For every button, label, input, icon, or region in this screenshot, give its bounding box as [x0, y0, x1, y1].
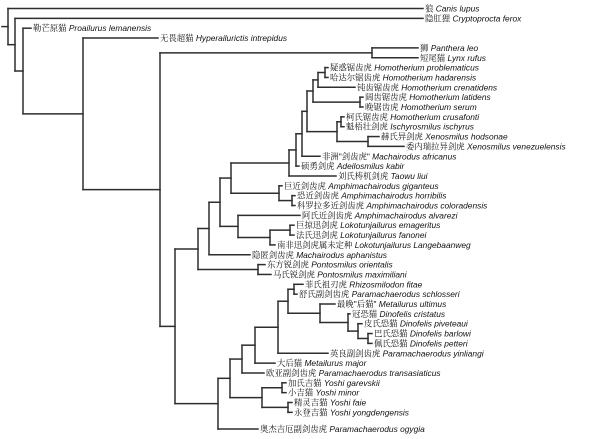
taxon-label — [406, 141, 566, 151]
taxon-chinese-name: 无畏超猫 — [160, 33, 196, 44]
taxon-label — [330, 348, 485, 358]
taxon-label — [288, 378, 381, 388]
taxon-label — [357, 82, 498, 92]
taxon-chinese-name: 佩氏恐猫 — [374, 338, 410, 349]
taxon-label — [337, 299, 447, 309]
taxon-label — [273, 269, 408, 279]
taxon-label — [301, 161, 406, 171]
taxon-chinese-name: 柯氏锯齿虎 — [346, 111, 391, 122]
taxon-latin-name: Amphimachairodus horribilis — [341, 190, 447, 201]
taxon-latin-name: Lokotunjailurus fanonei — [340, 230, 427, 241]
taxon-latin-name: Paramachaerodus ogygia — [329, 424, 425, 434]
taxon-label — [305, 279, 423, 289]
taxon-chinese-name: 短尾猫 — [420, 52, 448, 63]
taxon-chinese-name: 隐匿剑齿虎 — [252, 249, 297, 260]
taxon-latin-name: Yoshi yongdengensis — [329, 407, 409, 418]
taxon-chinese-name: 东方锐剑虎 — [267, 259, 312, 270]
taxon-label — [352, 309, 446, 319]
taxon-label — [267, 260, 393, 270]
taxon-chinese-name: 哈达尔锯齿虎 — [330, 72, 383, 83]
taxon-chinese-name: 巨近剑齿虎 — [284, 180, 329, 191]
taxon-latin-name: Cryptoprocta ferox — [452, 13, 522, 24]
taxon-chinese-name: 魁梧壮剑虎 — [346, 121, 391, 132]
taxon-chinese-name: 冠恐猫 — [352, 308, 380, 319]
taxon-latin-name: Panthera leo — [430, 42, 479, 53]
taxon-label — [346, 122, 475, 132]
taxon-chinese-name: 疑惑锯齿虎 — [330, 62, 375, 73]
taxon-latin-name: Dinofelis petteri — [409, 338, 468, 349]
taxon-chinese-name: 狼 — [425, 3, 436, 14]
taxon-label — [338, 171, 429, 181]
taxon-latin-name: Amphimachairodus giganteus — [328, 180, 439, 191]
taxon-label — [381, 132, 508, 142]
taxon-latin-name: Xenosmilus venezuelensis — [466, 141, 566, 152]
taxon-label — [365, 102, 477, 112]
taxon-latin-name: Homotherium crenatidens — [401, 82, 498, 93]
taxon-latin-name: Dinofelis cristatus — [379, 308, 446, 319]
taxon-label — [425, 13, 522, 23]
taxon-latin-name: Rhizosmilodon fitae — [349, 279, 423, 290]
taxon-latin-name: Ischyrosmilus ischyrus — [390, 121, 474, 132]
taxon-label — [420, 53, 487, 63]
taxon-chinese-name: 大后猫 — [277, 358, 305, 369]
taxon-latin-name: Metailurus ultimus — [378, 299, 447, 309]
taxon-chinese-name: 晚锯齿虎 — [365, 102, 401, 112]
taxon-label — [288, 388, 360, 398]
taxon-latin-name: Hyperailurictis intrepidus — [195, 33, 288, 44]
taxon-latin-name: Paramachaerodus yinliangi — [382, 348, 484, 359]
taxon-label — [296, 220, 441, 230]
taxon-label — [296, 230, 427, 240]
taxon-chinese-name: 非洲"剑齿虎" — [322, 151, 373, 162]
taxon-chinese-name: 南非迅剑虎属未定种 — [277, 239, 355, 250]
taxon-label — [294, 407, 410, 417]
taxon-chinese-name: 硕勇剑虎 — [301, 161, 337, 172]
taxon-latin-name: Homotherium problematicus — [374, 62, 479, 73]
taxon-latin-name: Taowu liui — [390, 170, 428, 181]
taxon-label — [374, 338, 469, 348]
taxon-chinese-name: 皮氏恐猫 — [364, 318, 400, 329]
taxon-label — [346, 112, 480, 122]
taxon-chinese-name: 永登吉猫 — [294, 407, 330, 418]
taxon-label — [365, 92, 491, 102]
taxon-latin-name: Paramachaerodus transasiaticus — [318, 367, 441, 378]
taxon-label — [297, 191, 447, 201]
taxon-label — [266, 368, 441, 378]
taxon-latin-name: Pontosmilus orientalis — [311, 259, 393, 270]
taxon-chinese-name: 刘氏梼杌剑虎 — [338, 170, 391, 181]
taxon-chinese-name: 赫氏异剑虎 — [381, 131, 426, 142]
taxon-chinese-name: 隐肛狸 — [425, 13, 453, 24]
taxon-label — [252, 250, 388, 260]
taxon-latin-name: Homotherium serum — [400, 102, 477, 112]
taxon-latin-name: Yoshi minor — [315, 387, 360, 398]
taxon-latin-name: Dinofelis barlowi — [409, 328, 471, 339]
taxon-latin-name: Yoshi garevskii — [323, 377, 380, 388]
taxon-chinese-name: 恐近剑齿虎 — [297, 190, 342, 201]
taxon-label — [299, 289, 461, 299]
taxon-latin-name: Amphimachairodus alvarezi — [354, 210, 458, 221]
taxon-chinese-name: 狮 — [420, 42, 431, 53]
taxon-latin-name: Machairodus africanus — [372, 151, 457, 162]
taxon-latin-name: Homotherium crusafonti — [390, 111, 480, 122]
taxon-label — [33, 23, 152, 33]
taxon-latin-name: Lokotunjailurus emageritus — [340, 220, 441, 231]
taxon-chinese-name: 精灵吉猫 — [294, 397, 330, 408]
taxon-chinese-name: 马氏锐剑虎 — [273, 269, 318, 280]
taxon-label — [260, 424, 425, 434]
taxon-label — [302, 210, 459, 220]
taxon-label — [322, 151, 457, 161]
taxon-label — [330, 72, 477, 82]
taxon-chinese-name: 小吉猫 — [288, 387, 316, 398]
taxon-chinese-name: 委内瑞拉异剑虎 — [406, 141, 467, 152]
taxon-label — [364, 319, 469, 329]
taxon-chinese-name: 钝齿锯齿虎 — [357, 82, 402, 93]
taxon-latin-name: Lynx rufus — [447, 52, 486, 63]
taxon-label — [297, 201, 488, 211]
taxon-chinese-name: 奥杰吉厄副剑齿虎 — [260, 424, 330, 434]
taxon-label — [425, 4, 480, 14]
taxon-label — [160, 33, 288, 43]
taxon-label — [294, 398, 366, 408]
taxon-latin-name: Xenosmilus hodsonae — [425, 131, 508, 142]
taxon-chinese-name: 欧亚副剑齿虎 — [266, 367, 319, 378]
taxon-label — [420, 43, 479, 53]
taxon-latin-name: Adeilosmilus kabir — [336, 161, 405, 172]
taxon-chinese-name: 菲氏祖刃虎 — [305, 279, 350, 290]
taxon-chinese-name: 舒氏副剑齿虎 — [299, 289, 352, 300]
taxon-chinese-name: 科罗拉多近剑齿虎 — [297, 200, 367, 211]
taxon-label — [277, 358, 368, 368]
taxon-latin-name: Machairodus aphanistus — [296, 249, 387, 260]
taxon-chinese-name: 最晚"后猫" — [337, 299, 379, 309]
taxon-chinese-name: 巴氏恐猫 — [374, 328, 410, 339]
taxon-chinese-name: 加氏吉猫 — [288, 377, 324, 388]
taxon-latin-name: Pontosmilus maximiliani — [317, 269, 407, 280]
taxon-chinese-name: 巨掠迅剑虎 — [296, 220, 341, 231]
taxon-latin-name: Paramachaerodus schlosseri — [351, 289, 460, 300]
taxon-latin-name: Lokotunjailurus Langebaanweg — [354, 239, 471, 250]
taxon-chinese-name: 法氏迅剑虎 — [296, 230, 341, 241]
taxon-latin-name: Yoshi faie — [329, 397, 367, 408]
taxon-chinese-name: 阔齿锯齿虎 — [365, 92, 410, 103]
taxon-label — [330, 63, 480, 73]
taxon-latin-name: Homotherium hadarensis — [382, 72, 477, 83]
taxon-latin-name: Dinofelis piveteaui — [399, 318, 468, 329]
taxon-label — [374, 329, 472, 339]
taxon-chinese-name: 阿氏近剑齿虎 — [302, 210, 355, 221]
taxon-label — [277, 240, 471, 250]
taxon-latin-name: Amphimachairodus coloradensis — [366, 200, 488, 211]
taxon-latin-name: Canis lupus — [435, 3, 480, 14]
taxon-chinese-name: 英良副剑齿虎 — [330, 348, 383, 359]
taxon-label — [284, 181, 439, 191]
taxon-latin-name: Proailurus lemanensis — [68, 23, 152, 34]
taxon-latin-name: Metailurus major — [304, 358, 367, 369]
taxon-latin-name: Homotherium latidens — [409, 92, 491, 103]
taxon-chinese-name: 勒芒原猫 — [33, 23, 69, 34]
